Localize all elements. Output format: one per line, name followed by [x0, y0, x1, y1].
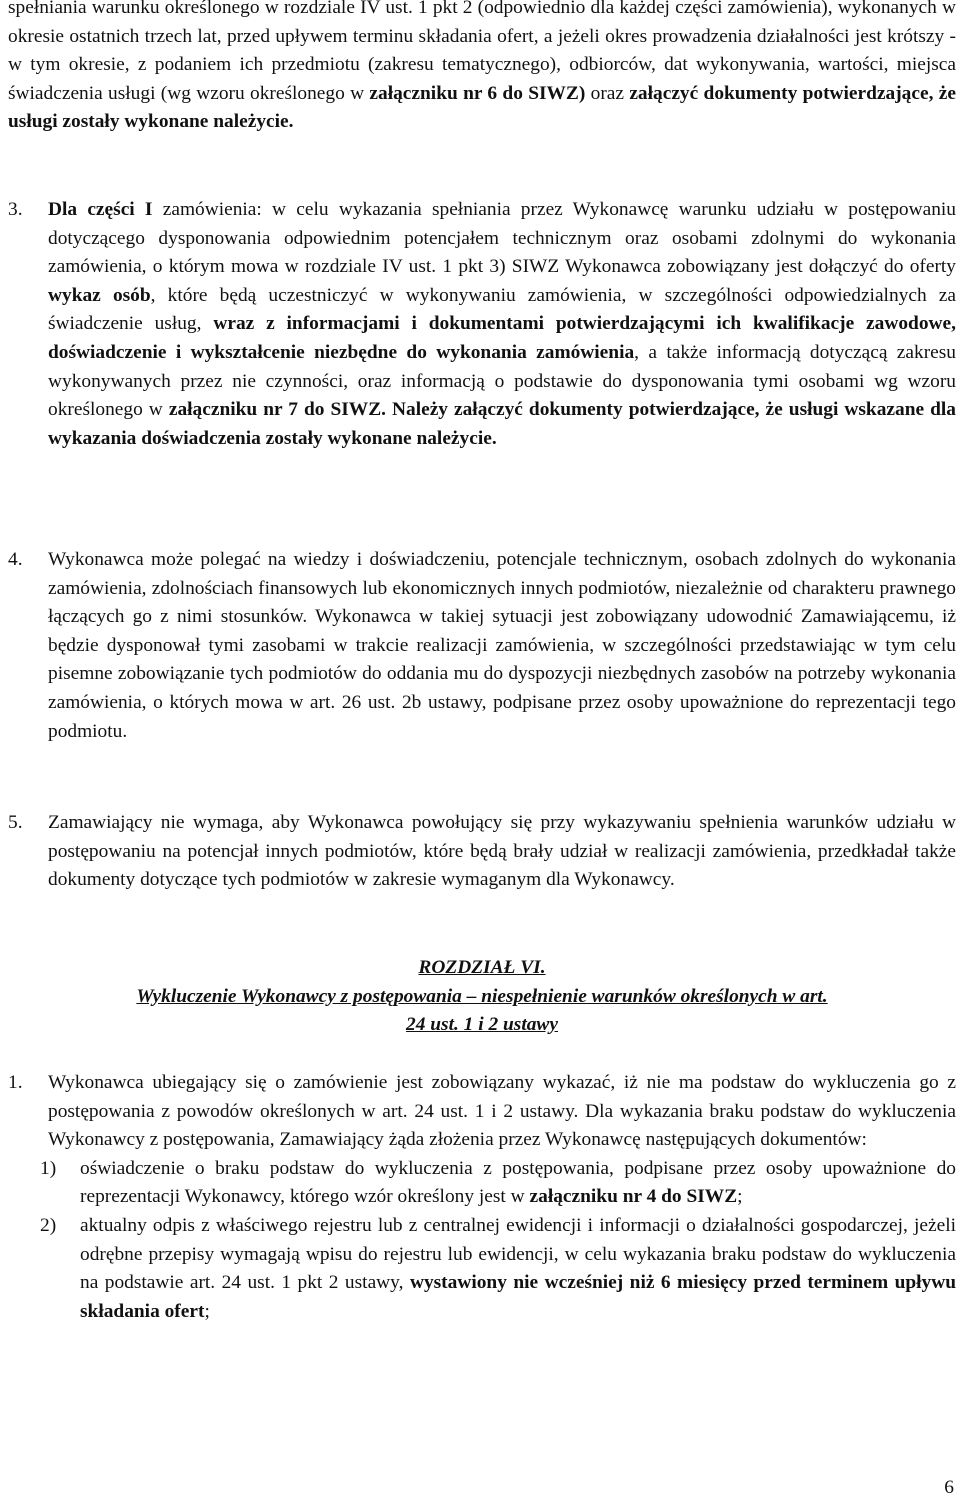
sub-item-number: 1) [40, 1157, 57, 1179]
qualifications-note: wraz z informacjami i dokumentami potwierdzającymi ich kwalifikacje zawodowe, doświadczenie i wykształcenie niezbędne do wykonania zamówienia [48, 313, 956, 363]
continuation-text: spełniania warunku określonego w rozdziale IV ust. 1 pkt 2 (odpowiednio dla każdej części zamówienia), wykonanych w okresie ostatnich trzech lat, przed upływem terminu składania ofert, a jeżeli okres prowadzenia działalności jest krótszy - w tym okresie, z podaniem ich przedmiotu (zakresu tematycznego), odbiorców, dat wykonywania, wartości, miejsca świadczenia usługi (wg wzoru określonego w [8, 0, 956, 104]
item4-text: Wykonawca może polegać na wiedzy i doświadczeniu, potencjale technicznym, osobach zdolnych do wykonania zamówienia, zdolnościach finansowych lub ekonomicznych innych podmiotów, niezależnie od charakteru prawnego łączących go z nimi stosunków. Wykonawca w takiej sytuacji jest zobowiązany udowodnić Zamawiającemu, iż będzie dysponował tymi zasobami w trakcie realizacji zamówienia, w szczególności przedstawiając w tym celu pisemne zobowiązanie tych podmiotów do oddania mu do dyspozycji niezbędnych zasobów na potrzeby wykonania zamówienia, o których mowa w art. 26 ust. 2b ustawy, podpisane przez osoby upoważnione do reprezentacji tego podmiotu. [48, 549, 956, 742]
attachment-6-ref: załączniku nr 6 do SIWZ) [369, 82, 586, 104]
attachment-4-ref: załączniku nr 4 do SIWZ [529, 1186, 738, 1208]
chapter-title: ROZDZIAŁ VI. [418, 957, 546, 978]
sub-item-number: 2) [40, 1214, 57, 1236]
item-number: 1. [8, 1072, 23, 1093]
part-one-label: Dla części I [48, 199, 153, 220]
list-item-4 [8, 546, 956, 746]
chapter-subtitle-line-1: Wykluczenie Wykonawcy z postępowania – niespełnienie warunków określonych w art. [136, 985, 828, 1007]
list-item-3 [8, 196, 956, 453]
attachment-7-note: załączniku nr 7 do SIWZ. Należy załączyć dokumenty potwierdzające, że usługi wskazane dla wykazania doświadczenia zostały wykonane należycie. [48, 399, 956, 449]
issue-date-requirement: wystawiony nie wcześniej niż 6 miesięcy przed terminem upływu składania ofert [80, 1272, 957, 1322]
sub-item-2 [8, 1212, 956, 1326]
sub2-text: aktualny odpis z właściwego rejestru lub z centralnej ewidencji i informacji o działalności gospodarczej, jeżeli odrębne przepisy wymagają wpisu do rejestru lub ewidencji, w celu wykazania braku podstaw do wykluczenia na podstawie art. 24 ust. 1 pkt 2 ustawy, [80, 1214, 956, 1294]
item3-text-2: , które będą uczestniczyć w wykonywaniu zamówienia, w szczególności odpowiedzialnych za świadczenie usług, [48, 284, 957, 335]
sub-item-1 [8, 1155, 956, 1212]
section-item-1 [8, 1069, 956, 1326]
continuation-paragraph [8, 0, 956, 137]
continuation-conj: oraz [590, 82, 625, 104]
chapter-subtitle-line-2: 24 ust. 1 i 2 ustawy [406, 1014, 558, 1036]
item3-text-3: , a także informacją dotyczącą zakresu wykonywanych przez nie czynności, oraz informacją o podstawie do dysponowania tymi osobami wg wzoru określonego w [48, 341, 956, 421]
persons-list-label: wykaz osób [48, 284, 151, 306]
page-number: 6 [944, 1477, 954, 1498]
item3-text-1: zamówienia: w celu wykazania spełniania przez Wykonawcę warunku udziału w postępowaniu dotyczącego dysponowania odpowiednim potencjałem technicznym oraz osobami zdolnymi do wykonania zamówienia, o którym mowa w rozdziale IV ust. 1 pkt 3) SIWZ Wykonawca zobowiązany jest dołączyć do oferty [48, 199, 957, 278]
item-number: 3. [8, 199, 23, 220]
list-item-5 [8, 809, 956, 895]
sub1-tail: ; [737, 1186, 743, 1208]
section1-text: Wykonawca ubiegający się o zamówienie jest zobowiązany wykazać, iż nie ma podstaw do wykluczenia go z postępowania z powodów określonych w art. 24 ust. 1 i 2 ustawy. Dla wykazania braku podstaw do wykluczenia Wykonawcy z postępowania, Zamawiający żąda złożenia przez Wykonawcę następujących dokumentów: [48, 1072, 956, 1151]
chapter-heading [8, 954, 956, 1040]
item5-text: Zamawiający nie wymaga, aby Wykonawca powołujący się przy wykazywaniu spełnienia warunków udziału w postępowaniu na potencjał innych podmiotów, które będą brały udział w realizacji zamówienia, przedkładał także dokumenty dotyczące tych podmiotów w zakresie wymaganym dla Wykonawcy. [48, 812, 956, 891]
item-number: 5. [8, 812, 23, 833]
attach-documents-note: załączyć dokumenty potwierdzające, że usługi zostały wykonane należycie. [8, 82, 956, 133]
item-number: 4. [8, 549, 23, 570]
sub2-tail: ; [204, 1300, 210, 1322]
sub1-text: oświadczenie o braku podstaw do wykluczenia z postępowania, podpisane przez osoby upoważnione do reprezentacji Wykonawcy, którego wzór określony jest w [80, 1157, 956, 1208]
chapter-subtitle [8, 983, 956, 1040]
